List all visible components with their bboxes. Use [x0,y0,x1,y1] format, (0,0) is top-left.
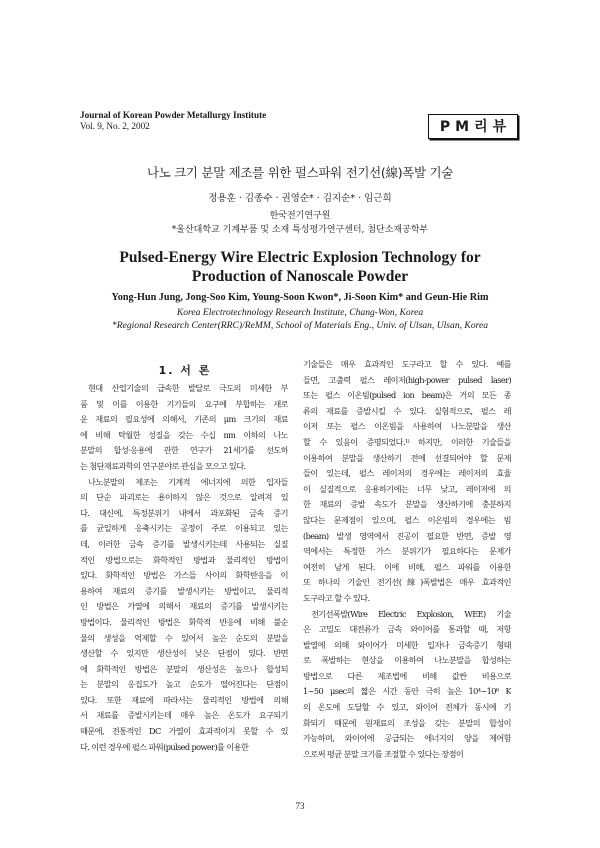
body-text-line: 로 폭발하는 현상을 이용하여 나노분말을 합성하는 [303,655,511,666]
body-text-line: 다. 이런 경우에 펄스 파워(pulsed power)를 이용한 [80,741,249,752]
title-english-line-2: Production of Nanoscale Powder [191,268,409,285]
body-text-line: 여전히 남게 된다. 이에 비해, 펄스 파워를 이용한 [303,561,511,572]
body-text-line: 도구라고 할 수 있다. [303,592,370,603]
body-text-line: 다. 대신에, 특정분위기 내에서 과포화된 금속 증기 [80,507,288,518]
body-text-line: 가능하며, 와이어에 공급되는 에너지의 양을 제어함 [303,733,511,744]
body-text-line: 운 재료의 필요성에 의해서, 기존의 μm 크기의 재료 [80,414,288,425]
body-text-line: 방법으로 다른 제조법에 비해 값싼 비용으로 [303,670,511,681]
body-text-line: 서 재료를 증발시키는데 매우 높은 온도가 요구되기 [80,710,288,721]
journal-info [80,110,266,132]
body-text-line: 이용하여 분말을 생산하기 전에 선결되어야 할 문제 [303,452,511,463]
affiliation-english-1: Korea Electrotechnology Research Institute, Chang-Won, Korea [176,307,424,318]
body-text-line: 역에서는 특정한 가스 분위기가 필요하다는 문제가 [303,546,511,557]
body-text-line: 않다는 문제점이 있으며, 펄스 이온빔의 경우에는 빔 [303,514,511,525]
body-text-line: 의 온도에 도달할 수 있고, 와이어 전체가 동시에 기 [303,702,511,713]
body-text-line: 현대 산업기술의 급속한 발달로 극도의 미세한 부 [88,383,288,393]
journal-name: Journal of Korean Powder Metallurgy Institute [80,110,267,120]
affiliation-korean-1: 한국전기연구원 [269,211,331,221]
body-text-line: 적인 방법으로는 화학적인 방법과 물리적인 방법이 [80,554,288,565]
body-text-line: 분말의 합성·응용에 관한 연구가 21세기를 선도하 [80,445,288,456]
affiliation-english-2: *Regional Research Center(RRC)/ReMM, School of Materials Eng., Univ. of Ulsan, Ulsan, Korea [111,320,489,331]
body-column-right [303,357,511,762]
body-text-line: 류의 재료를 증발시킬 수 있다. 실험적으로, 펄스 레 [303,405,511,416]
body-text-line: 에 비해 탁월한 성질을 갖는 수십 nm 이하의 나노 [80,429,288,440]
body-text-line: 있다. 또한 재료에 따라서는 물리적인 방법에 의해 [80,694,288,705]
body-text-line: 들이 있는데, 펄스 레이저의 경우에는 레이저의 효율 [303,468,511,479]
authors-english: Yong-Hun Jung, Jong-Soo Kim, Young-Soon Kwon*, Ji-Soon Kim* and Geun-Hie Rim [111,292,489,303]
body-text-line: 인 방법은 가열에 의해서 재료의 증기를 발생시키는 [80,601,288,612]
body-text-line: 1~50 μsec의 짧은 시간 동안 극히 높은 10⁴~10⁶ K [303,686,511,697]
body-text-line: 있다. 화학적인 방법은 가스들 사이의 화학반응을 이 [80,570,288,581]
body-text-line: 를 균일하게 응축시키는 공정이 주로 이용되고 있는 [80,523,288,534]
body-text-line: 들면, 고출력 펄스 레이저(high-power pulsed laser) [303,374,511,385]
body-text-line: 발열에 의해 와이어가 미세한 입자나 금속증기 형태 [303,639,511,650]
body-text-line: 은 고밀도 대전류가 금속 와이어를 통과할 때, 저항 [303,624,511,635]
body-text-line: (beam) 발생 영역에서 진공이 필요한 반면, 증발 영 [303,530,511,541]
body-text-line: 또 하나의 기술인 전기선(線)폭발법은 매우 효과적인 [303,577,511,588]
authors-korean: 정용훈 · 김종수 · 권영순* · 김지순* · 임근희 [208,193,392,204]
body-text-line: 나노분말의 제조는 기계적 에너지에 의한 입자들 [88,476,288,487]
section-badge: PM리뷰 [428,114,518,139]
body-text-line: 생산할 수 있지만 생산성이 낮은 단점이 있다. 반면 [80,648,288,659]
body-text-line: 이 실질적으로 응용하기에는 너무 낮고, 레이저에 의 [303,483,511,494]
title-english [0,248,600,286]
body-text-line: 품 및 이를 이용한 기기들의 요구에 부합하는 새로 [80,398,288,409]
page-number: 73 [295,801,305,811]
body-text-line: 이저 또는 펄스 이온빔을 사용하여 나노분말을 생산 [303,421,511,432]
body-text-line: 용하여 재료의 증기를 발생시키는 방법이고, 물리적 [80,585,288,596]
body-text-line: 기술들은 매우 효과적인 도구라고 할 수 있다. 예를 [303,359,511,369]
body-text-line: 때문에, 전통적인 DC 가열이 효과적이지 못할 수 있 [80,726,288,737]
body-text-line: 는 첨단재료과학의 연구분야로 관심을 모으고 있다. [80,460,246,471]
body-text-line: 할 수 있음이 증명되었다.¹⁾ 하지만, 이러한 기술들을 [303,436,511,447]
body-text-line: 데, 이러한 금속 증기를 발생시키는데 사용되는 실질 [80,538,288,549]
section-heading-introduction: 1. 서 론 [158,364,212,377]
body-text-line: 화되기 때문에 원재료의 조성을 갖는 분말의 합성이 [303,717,511,728]
body-text-line: 물의 생성을 억제할 수 있어서 높은 순도의 분말을 [80,632,288,643]
body-text-line: 방법이다. 물리적인 방법은 화학적 반응에 비해 불순 [80,616,288,627]
body-text-line: 한 재료의 증발 속도가 분말을 생산하기에 충분하지 [303,499,511,510]
body-text-line: 의 단순 파괴로는 용이하지 않은 것으로 알려져 있 [80,492,288,503]
affiliation-korean-2: *울산대학교 기계부품 및 소재 특성평가연구센터, 첨단소재공학부 [171,225,429,235]
body-text-line: 또는 펄스 이온빔(pulsed ion beam)은 거의 모든 종 [303,390,511,401]
body-text-line: 으로써 평균 분말 크기를 조절할 수 있다는 장점이 [303,748,464,759]
title-korean: 나노 크기 분말 제조를 위한 펄스파워 전기선(線)폭발 기술 [146,165,454,180]
body-text-line: 는 분말의 응집도가 높고 순도가 떨어진다는 단점이 [80,679,288,690]
body-column-left [80,381,288,755]
journal-volume: Vol. 9, No. 2, 2002 [80,121,150,131]
body-text-line: 전기선폭발(Wire Electric Explosion, WEE) 기술 [311,608,511,619]
title-english-line-1: Pulsed-Energy Wire Electric Explosion Technology for [119,249,481,266]
body-text-line: 에 화학적인 방법은 분말의 생산성은 높으나 합성되 [80,663,288,674]
